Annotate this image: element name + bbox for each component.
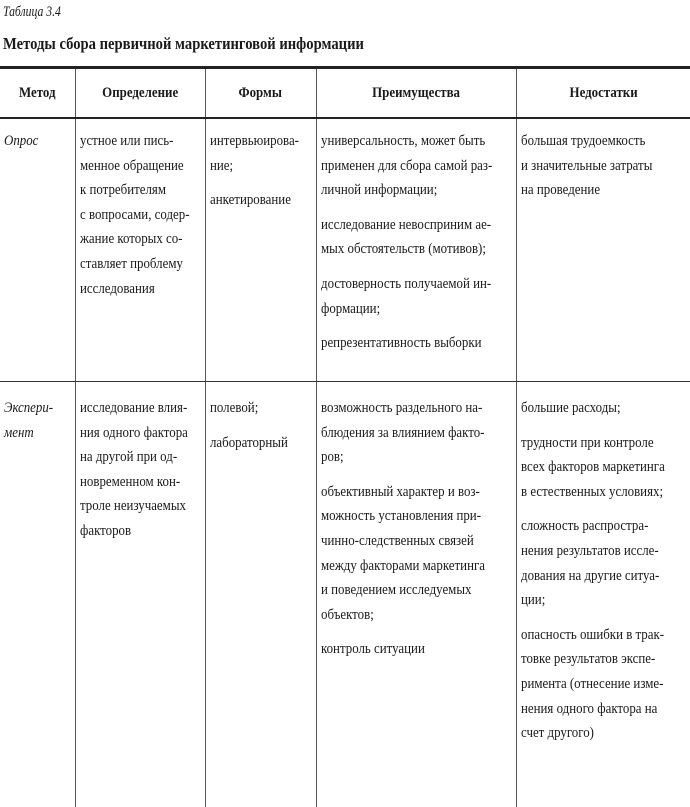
header-row <box>0 68 690 119</box>
forms-item <box>206 431 316 456</box>
method-line: мент <box>4 424 34 441</box>
disadvantages-cell <box>516 382 690 807</box>
table-row <box>0 382 690 807</box>
forms-line: лабораторный <box>209 434 288 451</box>
method-line: Экспери- <box>4 400 54 416</box>
advantages-line: блюдения за влиянием факто- <box>320 424 484 441</box>
definition-cell <box>75 118 205 382</box>
header-definition: Определение <box>75 68 205 119</box>
advantages-line: контроль ситуации <box>320 641 425 658</box>
advantages-line: мых обстоятельств (мотивов); <box>320 241 486 258</box>
advantages-item <box>317 637 516 662</box>
disadvantages-item <box>517 431 690 505</box>
disadvantages-line: римента (отнесение изме- <box>520 675 663 692</box>
advantages-item <box>317 480 516 628</box>
advantages-line: объективный характер и воз- <box>320 483 480 500</box>
disadvantages-line: нения результатов иссле- <box>520 542 659 559</box>
table-row <box>0 118 690 382</box>
disadvantages-line: опасность ошибки в трак- <box>520 626 664 643</box>
advantages-line: и поведением исследуемых <box>320 582 471 599</box>
table-title: Методы сбора первичной маркетинговой информации <box>3 34 364 53</box>
header-method: Метод <box>0 68 75 119</box>
definition-line: устное или пись- <box>79 133 173 149</box>
header-disadvantages: Недостатки <box>516 68 690 119</box>
definition-line: исследования <box>79 280 155 297</box>
disadvantages-line: и значительные затраты <box>520 157 652 174</box>
disadvantages-line: ции; <box>520 592 545 609</box>
disadvantages-line: счет другого) <box>520 725 594 742</box>
disadvantages-line: в естественных условиях; <box>520 483 663 500</box>
method-cell <box>0 382 75 807</box>
disadvantages-line: дования на другие ситуа- <box>520 567 659 584</box>
definition-line: жание которых со- <box>79 231 182 248</box>
disadvantages-line: нения одного фактора на <box>520 700 657 717</box>
disadvantages-cell <box>516 118 690 382</box>
disadvantages-line: на проведение <box>520 182 600 199</box>
forms-item <box>206 129 316 178</box>
disadvantages-item <box>517 396 690 421</box>
advantages-line: применен для сбора самой раз- <box>320 157 492 174</box>
advantages-item <box>317 213 516 262</box>
advantages-line: можность установления при- <box>320 508 481 525</box>
forms-item <box>206 188 316 213</box>
forms-cell <box>205 382 316 807</box>
definition-line: к потребителям <box>79 182 166 199</box>
forms-line: полевой; <box>209 400 258 416</box>
advantages-line: чинно-следственных связей <box>320 532 474 549</box>
advantages-line: исследование невосприним ае- <box>320 216 491 233</box>
definition-cell <box>75 382 205 807</box>
method-cell <box>0 118 75 382</box>
advantages-item <box>317 331 516 356</box>
advantages-line: объектов; <box>320 606 374 623</box>
advantages-item <box>317 272 516 321</box>
advantages-line: между факторами маркетинга <box>320 557 485 574</box>
disadvantages-line: большие расходы; <box>520 400 621 416</box>
definition-line: троле неизучаемых <box>79 498 186 515</box>
disadvantages-item <box>517 129 690 203</box>
definition-line: новременном кон- <box>79 473 180 490</box>
advantages-line: ров; <box>320 449 344 466</box>
header-forms: Формы <box>205 68 316 119</box>
table-caption: Таблица 3.4 <box>3 4 61 20</box>
disadvantages-line: товке результатов экспе- <box>520 651 655 668</box>
definition-line: ния одного фактора <box>79 424 188 441</box>
definition-line: ставляет проблему <box>79 255 183 272</box>
advantages-line: формации; <box>320 300 380 317</box>
forms-line: интервьюирова- <box>209 133 299 149</box>
disadvantages-line: всех факторов маркетинга <box>520 459 665 476</box>
disadvantages-item <box>517 514 690 612</box>
advantages-cell <box>316 382 516 807</box>
advantages-line: репрезентативность выборки <box>320 335 481 352</box>
disadvantages-line: большая трудоемкость <box>520 133 645 149</box>
forms-cell <box>205 118 316 382</box>
methods-table <box>0 66 690 807</box>
advantages-cell <box>316 118 516 382</box>
method-line: Опрос <box>4 133 39 149</box>
advantages-line: достоверность получаемой ин- <box>320 275 491 292</box>
definition-line: факторов <box>79 522 131 539</box>
definition-line: исследование влия- <box>79 400 187 416</box>
header-advantages: Преимущества <box>316 68 516 119</box>
disadvantages-item <box>517 623 690 746</box>
forms-item <box>206 396 316 421</box>
advantages-item <box>317 129 516 203</box>
forms-line: ние; <box>209 157 233 174</box>
disadvantages-line: сложность распростра- <box>520 518 648 535</box>
definition-line: на другой при од- <box>79 449 177 466</box>
advantages-line: универсальность, может быть <box>320 133 485 149</box>
advantages-line: возможность раздельного на- <box>320 400 482 416</box>
disadvantages-line: трудности при контроле <box>520 434 654 451</box>
advantages-item <box>317 396 516 470</box>
definition-line: менное обращение <box>79 157 184 174</box>
advantages-line: личной информации; <box>320 182 437 199</box>
definition-line: с вопросами, содер- <box>79 206 190 223</box>
forms-line: анкетирование <box>209 192 291 209</box>
